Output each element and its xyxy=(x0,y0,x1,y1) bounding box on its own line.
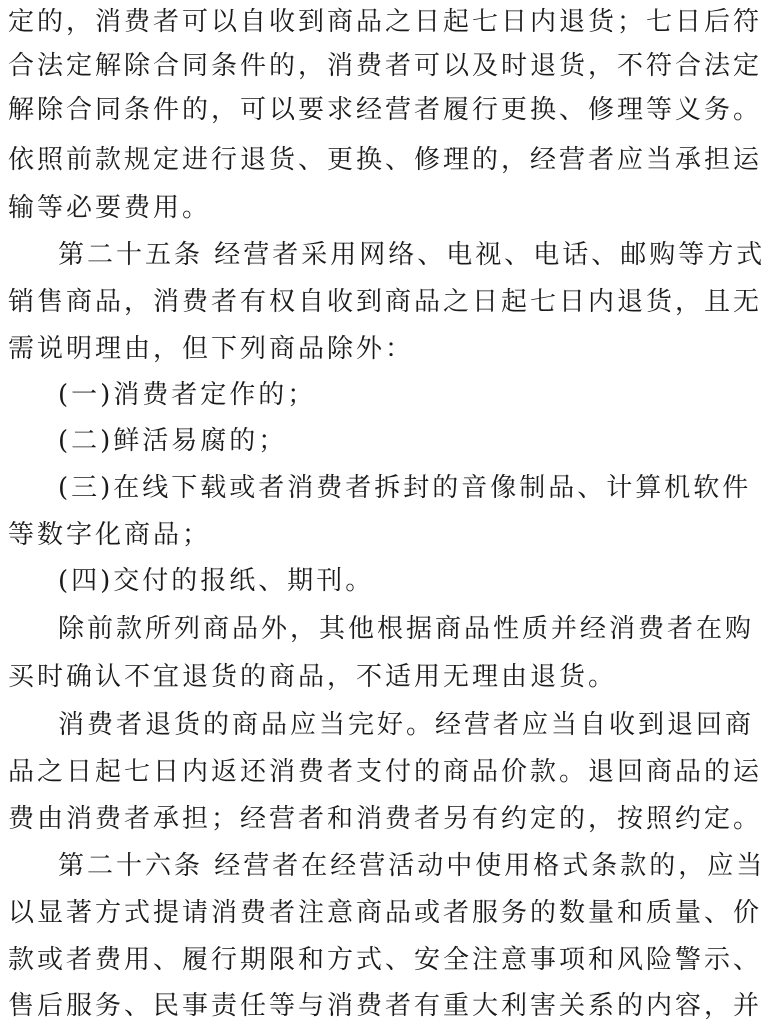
text-line: 定的，消费者可以自收到商品之日起七日内退货；七日后符 xyxy=(8,7,763,37)
paragraph-line: 消费者退货的商品应当完好。经营者应当自收到退回商 xyxy=(58,710,755,740)
paragraph-line: 除前款所列商品外，其他根据商品性质并经消费者在购 xyxy=(58,614,755,644)
text-line: 等数字化商品； xyxy=(8,520,212,550)
text-line: 需说明理由，但下列商品除外： xyxy=(8,334,415,364)
text-line: 依照前款规定进行退货、更换、修理的，经营者应当承担运 xyxy=(8,145,763,175)
text-line: 解除合同条件的，可以要求经营者履行更换、修理等义务。 xyxy=(8,95,763,125)
list-item: (一)消费者定作的； xyxy=(58,380,317,410)
text-line: 输等必要费用。 xyxy=(8,193,212,223)
list-item: (四)交付的报纸、期刊。 xyxy=(58,566,375,596)
text-line: 合法定解除合同条件的，消费者可以及时退货，不符合法定 xyxy=(8,51,763,81)
text-line: 款或者费用、履行期限和方式、安全注意事项和风险警示、 xyxy=(8,945,763,975)
text-line: 销售商品，消费者有权自收到商品之日起七日内退货，且无 xyxy=(8,287,763,317)
text-line: 品之日起七日内返还消费者支付的商品价款。退回商品的运 xyxy=(8,757,763,787)
article-25-heading-line: 第二十五条 经营者采用网络、电视、电话、邮购等方式 xyxy=(58,240,765,270)
text-line: 以显著方式提请消费者注意商品或者服务的数量和质量、价 xyxy=(8,898,763,928)
text-line: 费由消费者承担；经营者和消费者另有约定的，按照约定。 xyxy=(8,804,763,834)
text-line: 售后服务、民事责任等与消费者有重大利害关系的内容，并 xyxy=(8,991,763,1021)
list-item: (二)鲜活易腐的； xyxy=(58,426,288,456)
text-line: 买时确认不宜退货的商品，不适用无理由退货。 xyxy=(8,662,618,692)
article-26-heading-line: 第二十六条 经营者在经营活动中使用格式条款的，应当 xyxy=(58,851,765,881)
list-item: (三)在线下载或者消费者拆封的音像制品、计算机软件 xyxy=(58,473,752,503)
